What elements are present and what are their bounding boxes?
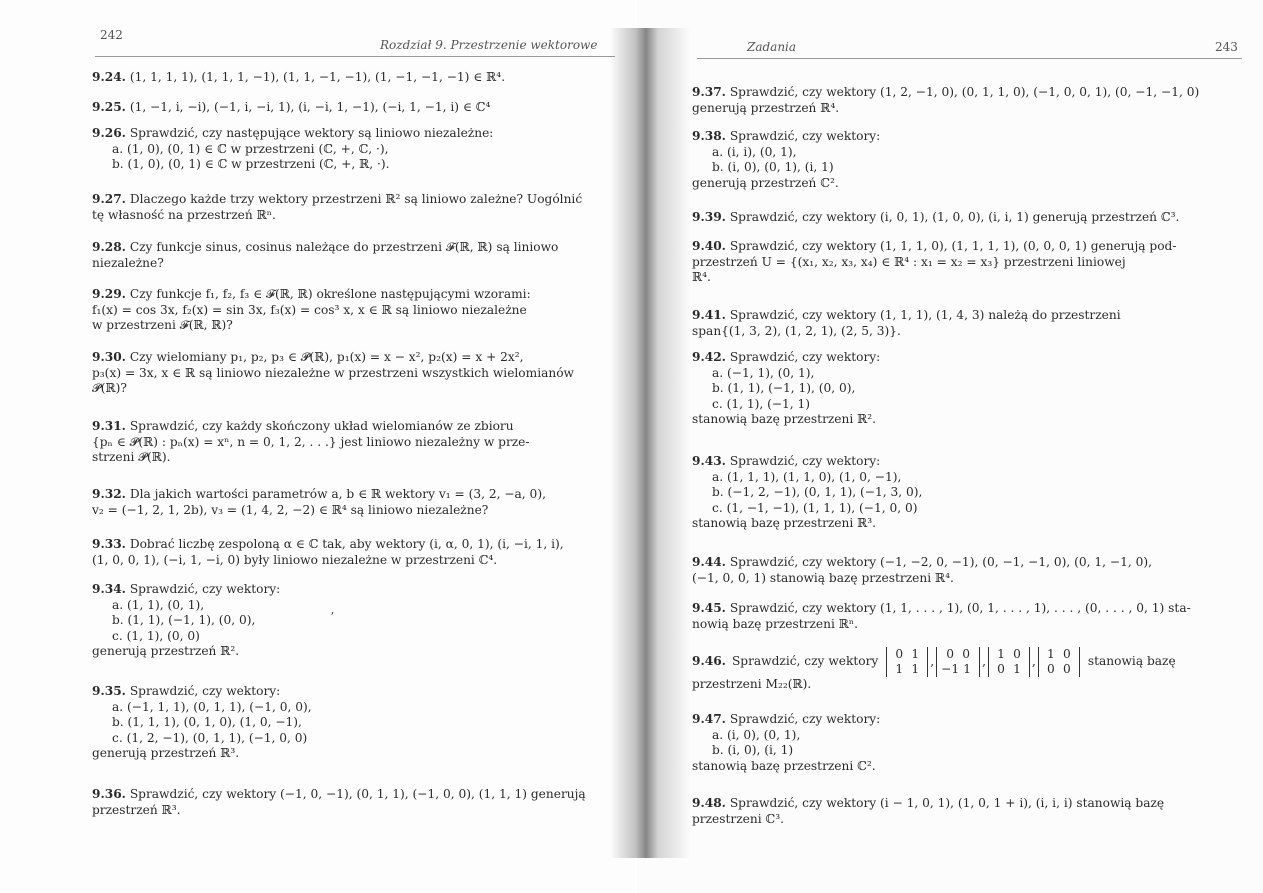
sub-item: b. (i, 0), (0, 1), (i, 1): [712, 160, 834, 174]
problem: [92, 350, 574, 397]
sub-item: a. (1, 1), (0, 1),: [112, 597, 205, 612]
problem: [692, 647, 1176, 693]
problem: [92, 684, 312, 762]
problem-number: 9.25.: [92, 100, 126, 114]
matrix-entry: 1: [911, 662, 920, 676]
problem: [692, 454, 922, 532]
problem-number: 9.33.: [92, 537, 126, 551]
matrix-entry: 0: [997, 662, 1005, 676]
problem: [92, 192, 582, 223]
sub-item: a. (−1, 1, 1), (0, 1, 1), (−1, 0, 0),: [112, 699, 312, 714]
problem-first-line: [92, 787, 586, 803]
left-page-number: 242: [100, 28, 123, 42]
problem: [92, 787, 586, 818]
problem-first-line: [92, 350, 574, 366]
problem-first-line: [92, 126, 493, 142]
problem-first-line: [92, 537, 564, 553]
problem-text-line: przestrzeń ℝ³.: [92, 802, 181, 817]
problem: [92, 582, 280, 660]
matrix-row: [993, 662, 1025, 677]
matrix-entry: 0: [962, 647, 971, 661]
problem-text: Sprawdzić, czy wektory:: [729, 350, 881, 364]
matrix-entry: 1: [963, 662, 972, 676]
problem-first-line: [692, 454, 922, 470]
sub-item: a. (i, i), (0, 1),: [712, 144, 797, 159]
sub-item: c. (1, −1, −1), (1, 1, 1), (−1, 0, 0): [712, 500, 918, 515]
problem-tail: stanowią bazę przestrzeni ℂ².: [692, 758, 876, 773]
matrix-entry: −1: [941, 662, 960, 676]
problem: [692, 555, 1152, 586]
problem-text: Czy wielomiany p₁, p₂, p₃ ∈ 𝓟(ℝ), p₁(x) = x − x², p₂(x) = x + 2x²,: [129, 350, 524, 364]
problem-text: Dlaczego każde trzy wektory przestrzeni ℝ² są liniowo zależne? Uogólnić: [129, 192, 583, 206]
problem: [92, 70, 505, 86]
problem-text: Sprawdzić, czy wektory (1, 1, . . . , 1), (0, 1, . . . , 1), . . . , (0, . . . , 0, 1) sta-: [729, 601, 1191, 615]
problem-first-line: [92, 240, 558, 256]
sub-item: b. (1, 1), (−1, 1), (0, 0),: [712, 381, 856, 395]
problem: [692, 601, 1191, 632]
sub-item: c. (1, 2, −1), (0, 1, 1), (−1, 0, 0): [112, 730, 308, 745]
problem-number: 9.24.: [92, 70, 126, 84]
problem-first-line: [692, 796, 1164, 812]
matrix-entry: 0: [1063, 662, 1071, 676]
matrix: [886, 647, 928, 677]
problem-text: Dla jakich wartości parametrów a, b ∈ ℝ wektory v₁ = (3, 2, −a, 0),: [129, 487, 546, 501]
problem-text-line: ℝ⁴.: [692, 270, 711, 284]
right-page-number: 243: [1215, 40, 1238, 54]
problem-number: 9.34.: [92, 582, 126, 596]
matrix-row: [1043, 662, 1075, 677]
matrix-entry: 0: [946, 647, 955, 661]
problem-text: (1, −1, i, −i), (−1, i, −i, 1), (i, −i, 1, −1), (−i, 1, −1, i) ∈ ℂ⁴: [129, 100, 491, 114]
sub-item: b. (1, 0), (0, 1) ∈ ℂ w przestrzeni (ℂ, +, ℝ, ·).: [112, 157, 390, 171]
sub-item: c. (1, 1), (0, 0): [112, 628, 200, 643]
problem-text-line: span{(1, 3, 2), (1, 2, 1), (2, 5, 3)}.: [692, 323, 901, 338]
sub-item: a. (i, 0), (0, 1),: [712, 727, 801, 742]
problem-number: 9.43.: [692, 454, 726, 468]
problem-number: 9.42.: [692, 350, 726, 364]
problem-text: Sprawdzić, czy wektory:: [129, 582, 281, 596]
problem-text-line: generują przestrzeń ℝ⁴.: [692, 100, 840, 115]
matrix-entry: 1: [1047, 647, 1055, 661]
matrix-entry: 0: [1013, 647, 1021, 661]
problem-text: Sprawdzić, czy wektory (1, 2, −1, 0), (0, 1, 1, 0), (−1, 0, 0, 1), (0, −1, −1, 0): [729, 85, 1200, 99]
problem-number: 9.39.: [692, 210, 726, 224]
problem: [692, 350, 880, 428]
problem: [92, 537, 564, 568]
problem-text-line: f₁(x) = cos 3x, f₂(x) = sin 3x, f₃(x) = cos³ x, x ∈ ℝ są liniowo niezależne: [92, 302, 527, 317]
problem: [692, 210, 1179, 226]
problem: [692, 796, 1164, 827]
problem-first-line: [692, 210, 1179, 226]
problem-first-line: [692, 350, 880, 366]
matrix-row: [941, 662, 975, 677]
problem-first-line: [692, 129, 880, 145]
problem-number: 9.28.: [92, 240, 126, 254]
problem-number: 9.35.: [92, 684, 126, 698]
sub-item: b. (i, 0), (i, 1): [712, 743, 794, 757]
stray-mark: ʼ: [330, 610, 334, 624]
problem-text: Sprawdzić, czy wektory (−1, −2, 0, −1), (0, −1, −1, 0), (0, 1, −1, 0),: [729, 555, 1152, 569]
right-running-head: Zadania: [747, 40, 797, 54]
problem: [92, 419, 530, 466]
matrix-entry: 0: [895, 647, 904, 661]
problem: [692, 308, 1121, 339]
sub-item: a. (−1, 1), (0, 1),: [712, 365, 815, 380]
problem-tail: generują przestrzeń ℝ³.: [92, 746, 240, 760]
problem-text-line: v₂ = (−1, 2, 1, 2b), v₃ = (1, 4, 2, −2) ∈ ℝ⁴ są liniowo niezależne?: [92, 502, 489, 517]
matrix-row: [1043, 647, 1075, 662]
problem-tail: generują przestrzeń ℝ².: [92, 644, 240, 658]
problem-text: Dobrać liczbę zespoloną α ∈ ℂ tak, aby wektory (i, α, 0, 1), (i, −i, 1, i),: [129, 537, 564, 551]
problem-text: Sprawdzić, czy każdy skończony układ wielomianów ze zbioru: [129, 419, 514, 433]
book-gutter-shadow: [610, 28, 690, 858]
matrix-entry: 1: [911, 647, 920, 661]
problem-text: Sprawdzić, czy wektory:: [129, 684, 281, 698]
problem-first-line: [92, 192, 582, 208]
problem-text: Sprawdzić, czy wektory (−1, 0, −1), (0, 1, 1), (−1, 0, 0), (1, 1, 1) generują: [129, 787, 586, 801]
matrix-row: [891, 662, 923, 677]
right-page: [637, 0, 1263, 893]
problem-number: 9.41.: [692, 308, 726, 322]
problem: [92, 100, 490, 116]
problem-number: 9.27.: [92, 192, 126, 206]
problem-first-line: [692, 239, 1176, 255]
matrix-row: [891, 647, 923, 662]
sub-item: c. (1, 1), (−1, 1): [712, 396, 811, 411]
problem: [692, 239, 1176, 286]
problem: [92, 487, 546, 518]
matrix-row: [941, 647, 975, 662]
problem-text-line: strzeni 𝓟(ℝ).: [92, 450, 171, 464]
problem-text-line: (−1, 0, 0, 1) stanowią bazę przestrzeni ℝ⁴.: [692, 570, 954, 585]
problem-text: (1, 1, 1, 1), (1, 1, 1, −1), (1, 1, −1, −1), (1, −1, −1, −1) ∈ ℝ⁴.: [129, 70, 506, 84]
problem-number: 9.31.: [92, 419, 126, 433]
problem-first-line: [692, 712, 880, 728]
matrix-entry: 1: [997, 647, 1005, 661]
problem: [692, 129, 880, 191]
problem-number: 9.38.: [692, 129, 726, 143]
matrix-list: 0 1 1 1 , 0 0 −1 1 , 1 0 0 1 , 1 0 0 0: [884, 647, 1082, 677]
problem-text: stanowią bazę: [1087, 654, 1176, 669]
problem-text: Sprawdzić, czy wektory (i, 0, 1), (1, 0, 0), (i, i, 1) generują przestrzeń ℂ³.: [729, 210, 1180, 224]
matrix-entry: 0: [1047, 662, 1055, 676]
problem-first-line: [92, 287, 531, 303]
problem-first-line: [92, 582, 280, 598]
problem-first-line: [92, 100, 490, 116]
matrix-entry: 1: [895, 662, 904, 676]
problem-number: 9.26.: [92, 126, 126, 140]
problem-first-line: [692, 308, 1121, 324]
sub-item: b. (1, 1, 1), (0, 1, 0), (1, 0, −1),: [112, 715, 302, 729]
problem: [92, 240, 558, 271]
problem-number: 9.45.: [692, 601, 726, 615]
problem-text: Czy funkcje f₁, f₂, f₃ ∈ 𝓕(ℝ, ℝ) określone następującymi wzorami:: [129, 287, 531, 301]
sub-item: a. (1, 1, 1), (1, 1, 0), (1, 0, −1),: [712, 469, 902, 484]
sub-item: b. (1, 1), (−1, 1), (0, 0),: [112, 613, 256, 627]
problem-text: Sprawdzić, czy wektory:: [729, 712, 881, 726]
problem-first-line: [92, 684, 312, 700]
sub-item: a. (1, 0), (0, 1) ∈ ℂ w przestrzeni (ℂ, +, ℂ, ·),: [112, 141, 389, 156]
problem-tail: generują przestrzeń ℂ².: [692, 175, 839, 190]
problem-tail: stanowią bazę przestrzeni ℝ³.: [692, 516, 877, 530]
matrix-entry: 0: [1063, 647, 1071, 661]
problem-number: 9.48.: [692, 796, 726, 810]
problem-text: Sprawdzić, czy następujące wektory są liniowo niezależne:: [129, 126, 494, 140]
problem-first-line: [92, 487, 546, 503]
left-running-head: Rozdział 9. Przestrzenie wektorowe: [380, 38, 598, 52]
sub-item: b. (−1, 2, −1), (0, 1, 1), (−1, 3, 0),: [712, 485, 923, 499]
problem-number: 9.44.: [692, 555, 726, 569]
matrix-entry: 1: [1013, 662, 1021, 676]
problem-tail: stanowią bazę przestrzeni ℝ².: [692, 412, 877, 426]
problem-first-line: [692, 85, 1199, 101]
problem-first-line: [92, 419, 530, 435]
problem-text: Sprawdzić, czy wektory (1, 1, 1), (1, 4, 3) należą do przestrzeni: [729, 308, 1121, 322]
problem-text: Czy funkcje sinus, cosinus należące do przestrzeni 𝓕(ℝ, ℝ) są liniowo: [129, 240, 559, 254]
problem-number: 9.37.: [692, 85, 726, 99]
problem-number: 9.36.: [92, 787, 126, 801]
problem-text-line: przestrzeni M₂₂(ℝ).: [692, 677, 812, 691]
problem-number: 9.46.: [692, 654, 726, 669]
matrix: [1038, 647, 1080, 677]
problem-number: 9.32.: [92, 487, 126, 501]
problem: [692, 712, 880, 774]
problem-text: Sprawdzić, czy wektory (1, 1, 1, 0), (1, 1, 1, 1), (0, 0, 0, 1) generują pod-: [729, 239, 1177, 253]
problem-number: 9.30.: [92, 350, 126, 364]
problem: [92, 287, 531, 334]
problem-text-line: {pₙ ∈ 𝓟(ℝ) : pₙ(x) = xⁿ, n = 0, 1, 2, . . .} jest liniowo niezależny w prze-: [92, 434, 530, 449]
problem-text: Sprawdzić, czy wektory:: [729, 129, 881, 143]
problem-text-line: nowią bazę przestrzeni ℝⁿ.: [692, 616, 859, 631]
problem-text-line: tę własność na przestrzeń ℝⁿ.: [92, 207, 276, 222]
problem-text-line: 𝓟(ℝ)?: [92, 381, 127, 395]
problem-number: 9.47.: [692, 712, 726, 726]
problem-text-line: w przestrzeni 𝓕(ℝ, ℝ)?: [92, 318, 233, 332]
problem-number: 9.40.: [692, 239, 726, 253]
problem-text: Sprawdzić, czy wektory: [731, 654, 879, 669]
matrix: [936, 647, 980, 677]
problem-text-line: przestrzeń U = {(x₁, x₂, x₃, x₄) ∈ ℝ⁴ : x₁ = x₂ = x₃} przestrzeni liniowej: [692, 254, 1126, 269]
problem-text-line: niezależne?: [92, 255, 164, 270]
matrix-row: [993, 647, 1025, 662]
problem-first-line: [692, 555, 1152, 571]
right-header-rule: [697, 58, 1242, 59]
problem-first-line: [692, 647, 1176, 677]
left-header-rule: [95, 56, 615, 57]
problem-text-line: p₃(x) = 3x, x ∈ ℝ są liniowo niezależne w przestrzeni wszystkich wielomianów: [92, 365, 574, 380]
problem-number: 9.29.: [92, 287, 126, 301]
problem: [92, 126, 493, 173]
problem-text: Sprawdzić, czy wektory:: [729, 454, 881, 468]
problem-text-line: (1, 0, 0, 1), (−i, 1, −i, 0) były liniowo niezależne w przestrzeni ℂ⁴.: [92, 552, 498, 567]
problem-first-line: [92, 70, 505, 86]
problem-first-line: [692, 601, 1191, 617]
problem-text: Sprawdzić, czy wektory (i − 1, 0, 1), (1, 0, 1 + i), (i, i, i) stanowią bazę: [729, 796, 1165, 810]
matrix: [988, 647, 1030, 677]
problem-text-line: przestrzeni ℂ³.: [692, 811, 784, 826]
problem: [692, 85, 1199, 116]
